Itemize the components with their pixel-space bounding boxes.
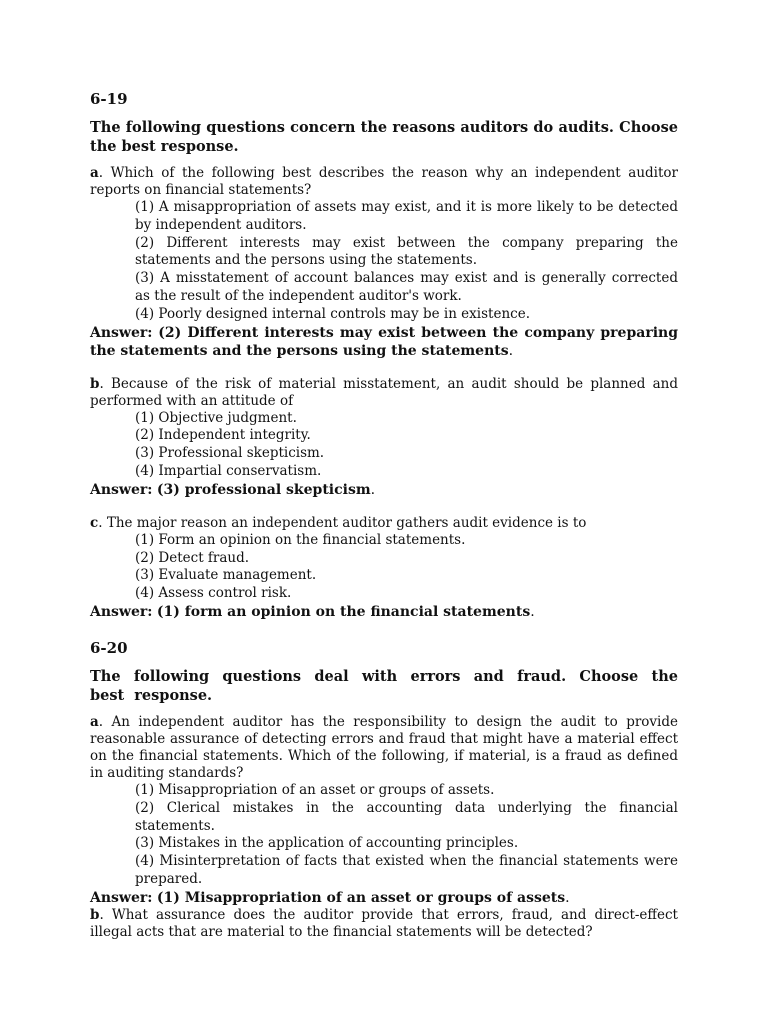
answer: Answer: (2) Different interests may exist between the company preparing the statements and the persons using the statements. — [90, 324, 678, 359]
question-b — [90, 376, 678, 499]
question-b — [90, 907, 678, 941]
option-item: (1) Misappropriation of an asset or groups of assets. — [135, 781, 495, 798]
question-letter: a — [90, 713, 99, 730]
question-text: b. What assurance does the auditor provide that errors, fraud, and direct-effect illegal acts that are material to the financial statements will be detected? — [90, 906, 678, 940]
option-item: (1) Objective judgment. — [135, 409, 297, 426]
question-a — [90, 714, 678, 907]
question-letter: b — [90, 906, 100, 923]
question-body: What assurance does the auditor provide that errors, fraud, and direct-effect illegal acts that are material to the financial statements will be detected? — [90, 906, 678, 940]
answer-label: Answer: — [90, 603, 153, 620]
option-item: (3) Evaluate management. — [135, 567, 317, 584]
question-body: Because of the risk of material misstatement, an audit should be planned and performed with an attitude of — [90, 375, 678, 409]
answer-text: (1) form an opinion on the financial statements — [156, 603, 531, 620]
option-item: (3) Mistakes in the application of accounting principles. — [135, 835, 519, 852]
answer: Answer: (3) professional skepticism. — [90, 481, 376, 498]
question-letter: a — [90, 165, 99, 181]
question-body: Which of the following best describes the reason why an independent auditor reports on financial statements? — [90, 165, 678, 198]
question-a — [90, 165, 678, 360]
section-number: 6-20 — [90, 638, 128, 657]
option-list — [135, 532, 678, 603]
answer-text: (2) Different interests may exist between the company preparing the statements and the persons using the statements — [90, 324, 678, 359]
option-item: (4) Assess control risk. — [135, 585, 292, 602]
option-list — [135, 410, 678, 481]
question-body: The major reason an independent auditor gathers audit evidence is to — [106, 514, 587, 531]
option-item: (3) A misstatement of account balances may exist and is generally corrected as the result of the independent auditor's work. — [135, 270, 678, 304]
question-letter: b — [90, 375, 100, 392]
question-body: An independent auditor has the responsibility to design the audit to provide reasonable assurance of detecting errors and fraud that might have a material effect on the financial statements. Which of the following, if material, is a fraud as defined in auditing standards? — [90, 713, 678, 781]
answer-text: (1) Misappropriation of an asset or groups of assets — [156, 889, 566, 906]
document-body — [90, 90, 678, 941]
option-item: (2) Different interests may exist between the company preparing the statements and the persons using the statements. — [135, 234, 678, 269]
answer-text: (3) professional skepticism — [156, 481, 371, 498]
option-item: (4) Impartial conservatism. — [135, 462, 322, 479]
answer: Answer: (1) form an opinion on the financial statements. — [90, 603, 535, 620]
option-item: (1) A misappropriation of assets may exist, and it is more likely to be detected by independent auditors. — [135, 199, 678, 233]
answer-label: Answer: — [90, 481, 153, 498]
option-item: (2) Independent integrity. — [135, 427, 311, 444]
option-item: (2) Detect fraud. — [135, 549, 250, 566]
option-item: (1) Form an opinion on the financial statements. — [135, 531, 466, 548]
answer-label: Answer: — [90, 324, 153, 341]
question-text: a. An independent auditor has the responsibility to design the audit to provide reasonable assurance of detecting errors and fraud that might have a material effect on the financial statements. Which of the following, if material, is a fraud as defined in auditing standards? — [90, 713, 678, 781]
question-text: b. Because of the risk of material misstatement, an audit should be planned and performed with an attitude of — [90, 375, 678, 409]
answer: Answer: (1) Misappropriation of an asset or groups of assets. — [90, 889, 570, 906]
question-letter: c — [90, 514, 99, 531]
section-intro: The following questions concern the reasons auditors do audits. Choose the best response. — [90, 119, 678, 155]
question-c — [90, 515, 678, 621]
option-item: (4) Poorly designed internal controls may be in existence. — [135, 305, 530, 322]
answer-label: Answer: — [90, 889, 153, 906]
option-item: (3) Professional skepticism. — [135, 445, 325, 462]
option-item: (4) Misinterpretation of facts that existed when the financial statements were prepared. — [135, 853, 678, 887]
section-intro: The following questions deal with errors and fraud. Choose the best response. — [90, 667, 678, 704]
section-number: 6-19 — [90, 90, 128, 108]
option-list — [135, 199, 678, 324]
option-item: (2) Clerical mistakes in the accounting data underlying the financial statements. — [135, 799, 678, 834]
option-list — [135, 782, 678, 889]
question-text: a. Which of the following best describes the reason why an independent auditor reports on financial statements? — [90, 165, 678, 198]
question-text: c. The major reason an independent auditor gathers audit evidence is to — [90, 514, 587, 531]
